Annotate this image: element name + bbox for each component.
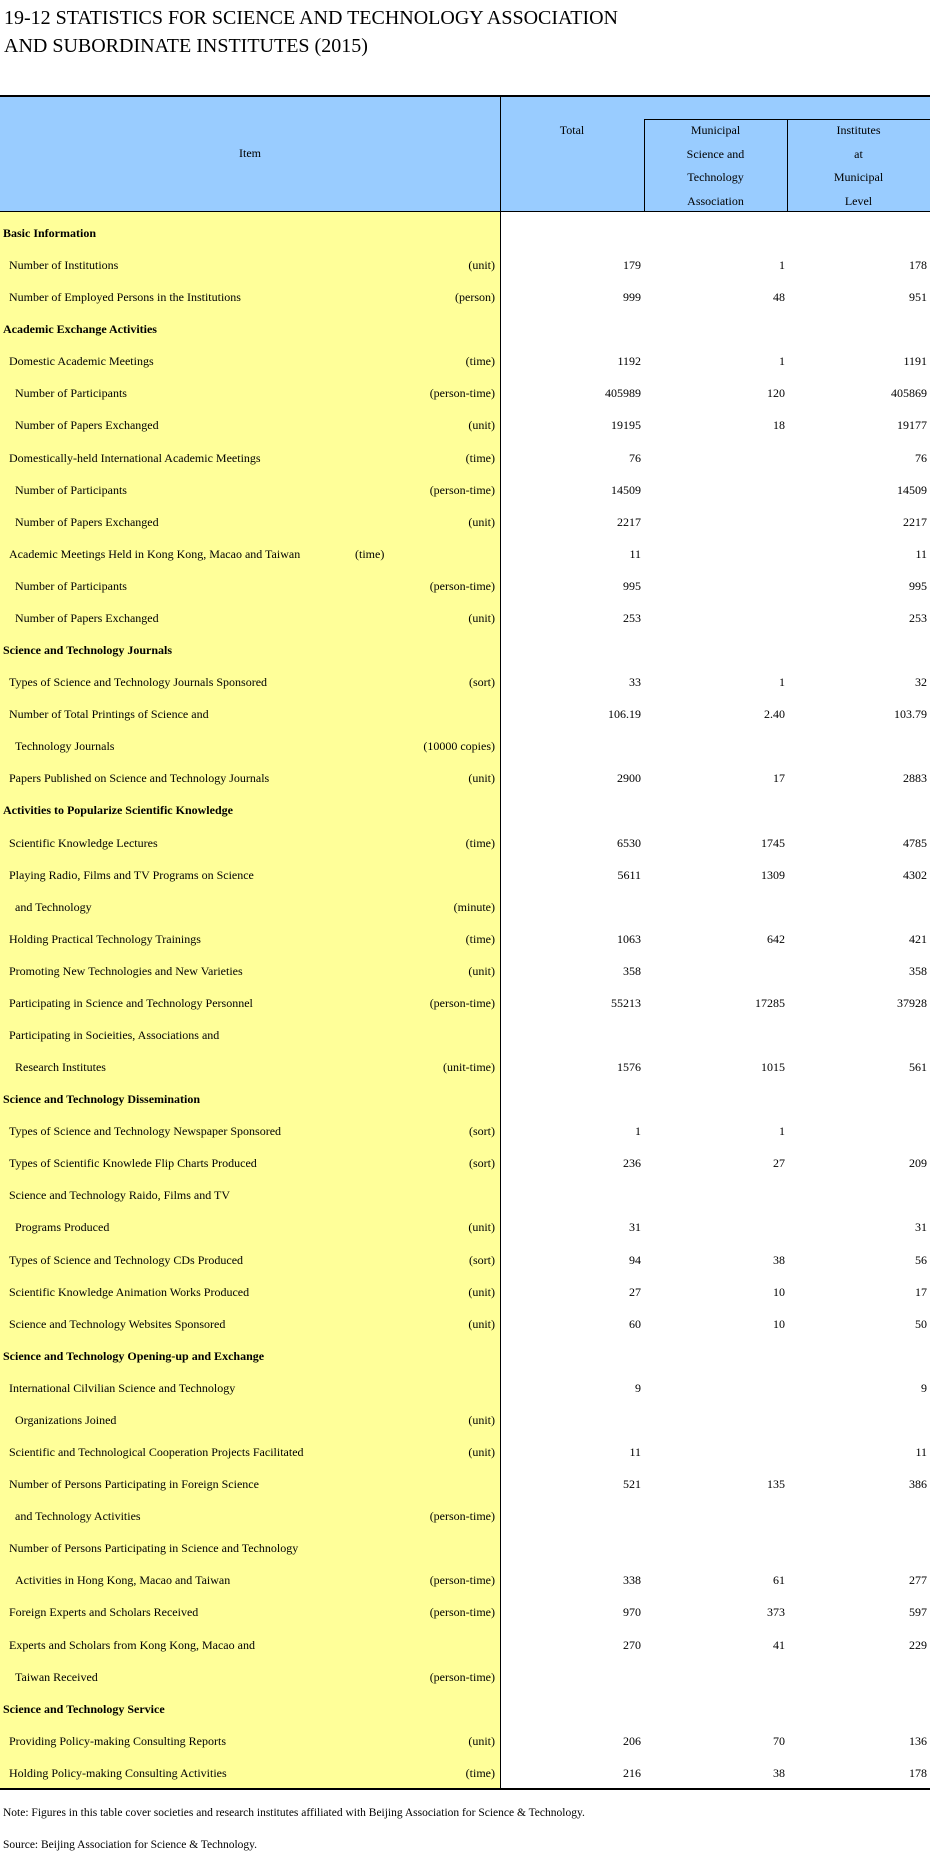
row-label: Participating in Socieities, Associations and <box>9 1028 220 1042</box>
row-label: Number of Employed Persons in the Institutions <box>9 290 241 305</box>
row-label: Number of Papers Exchanged <box>15 514 159 529</box>
section-label: Science and Technology Opening-up and Exchange <box>3 1348 265 1363</box>
section-header-row <box>0 634 930 666</box>
row-label: Science and Technology Websites Sponsored <box>9 1316 226 1331</box>
institutes-value: 178 <box>909 258 927 273</box>
total-value: 995 <box>623 578 641 593</box>
total-value: 76 <box>629 450 641 465</box>
total-value: 179 <box>623 258 641 273</box>
section-header-row <box>0 313 930 345</box>
table-row <box>0 1179 930 1211</box>
institutes-value: 561 <box>909 1060 927 1075</box>
table-row <box>0 666 930 698</box>
row-label: Number of Papers Exchanged <box>15 418 159 433</box>
row-label: Number of Papers Exchanged <box>15 610 159 625</box>
row-unit: (unit) <box>468 771 495 786</box>
row-label: Promoting New Technologies and New Varieties <box>9 963 243 978</box>
row-label: Number of Persons Participating in Science and Technology <box>9 1541 299 1556</box>
table-row <box>0 249 930 281</box>
association-value: 27 <box>773 1156 785 1171</box>
table-row <box>0 1147 930 1179</box>
association-value: 642 <box>767 931 785 946</box>
table-title-line-1: 19-12 STATISTICS FOR SCIENCE AND TECHNOLOGY ASSOCIATION <box>4 7 619 29</box>
total-value: 358 <box>623 963 641 978</box>
table-row <box>0 1244 930 1276</box>
table-row <box>0 1372 930 1404</box>
institutes-value: 405869 <box>891 386 927 401</box>
section-header-row <box>0 1340 930 1372</box>
row-label: Types of Science and Technology Journals Sponsored <box>9 675 268 690</box>
header-col3-line: Municipal <box>833 170 884 184</box>
header-col2-line: Association <box>687 193 744 208</box>
row-label: Research Institutes <box>15 1060 106 1075</box>
section-header-row <box>0 794 930 826</box>
table-row <box>0 1757 930 1789</box>
row-label: Number of Participants <box>15 386 127 401</box>
row-unit: (unit) <box>468 258 495 273</box>
table-row <box>0 1051 930 1083</box>
row-unit: (unit) <box>468 418 495 433</box>
row-label: Foreign Experts and Scholars Received <box>9 1605 199 1620</box>
header-col3-line: at <box>854 146 863 161</box>
row-label: Scientific Knowledge Animation Works Produced <box>9 1284 250 1299</box>
row-label: Types of Scientific Knowlede Flip Charts Produced <box>9 1156 257 1171</box>
table-row <box>0 538 930 570</box>
row-unit: (unit) <box>468 1284 495 1299</box>
institutes-value: 1191 <box>903 354 927 369</box>
row-label: Technology Journals <box>15 739 115 754</box>
table-row <box>0 1564 930 1596</box>
association-value: 10 <box>773 1316 785 1331</box>
institutes-value: 178 <box>909 1765 927 1780</box>
row-unit: (unit) <box>468 1445 495 1460</box>
section-label: Academic Exchange Activities <box>3 322 157 337</box>
table-row <box>0 570 930 602</box>
row-label: Organizations Joined <box>15 1412 117 1427</box>
total-value: 253 <box>623 610 641 625</box>
header-col2-line: Technology <box>687 170 744 184</box>
total-value: 1063 <box>617 931 641 946</box>
association-value: 2.40 <box>764 707 785 722</box>
row-label: and Technology <box>15 899 92 914</box>
row-unit: (sort) <box>469 1124 495 1139</box>
table-row <box>0 602 930 634</box>
row-label: Number of Persons Participating in Foreign Science <box>9 1477 259 1492</box>
total-value: 9 <box>635 1380 641 1395</box>
row-label: Playing Radio, Films and TV Programs on Science <box>9 867 254 882</box>
table-row <box>0 442 930 474</box>
total-value: 999 <box>623 290 641 305</box>
institutes-value: 37928 <box>897 995 927 1010</box>
association-value: 1 <box>779 1124 785 1139</box>
table-row <box>0 409 930 441</box>
institutes-value: 358 <box>909 963 927 978</box>
table-row <box>0 1596 930 1628</box>
section-label: Basic Information <box>3 226 96 240</box>
header-col3-line: Level <box>844 193 873 208</box>
association-value: 38 <box>773 1252 785 1267</box>
section-header-row <box>0 1083 930 1115</box>
total-value: 5611 <box>617 867 641 882</box>
row-unit: (time) <box>465 354 495 369</box>
association-value: 1 <box>779 258 785 273</box>
bottom-rule <box>0 1788 930 1790</box>
row-label: Types of Science and Technology Newspaper Sponsored <box>9 1124 282 1139</box>
total-value: 1 <box>635 1124 641 1139</box>
section-label: Science and Technology Dissemination <box>3 1092 201 1107</box>
association-value: 41 <box>773 1637 785 1652</box>
total-value: 11 <box>629 1445 641 1460</box>
row-unit: (unit) <box>468 514 495 529</box>
row-label: Domestically-held International Academic Meetings <box>9 450 261 465</box>
total-value: 2217 <box>617 514 641 529</box>
row-unit: (unit) <box>468 963 495 978</box>
row-unit: (sort) <box>469 1156 495 1171</box>
row-unit: (unit) <box>468 1220 495 1235</box>
top-rule <box>0 95 930 97</box>
table-row <box>0 730 930 762</box>
row-unit: (time) <box>355 546 385 561</box>
header-col2-line: Science and <box>686 146 745 161</box>
row-label: Academic Meetings Held in Kong Kong, Macao and Taiwan <box>9 546 301 561</box>
row-label: Number of Institutions <box>9 258 119 273</box>
row-unit: (person-time) <box>429 482 495 497</box>
header-item: Item <box>239 146 261 160</box>
institutes-value: 209 <box>909 1156 927 1171</box>
institutes-value: 597 <box>909 1605 927 1620</box>
row-unit: (sort) <box>469 675 495 690</box>
row-unit: (unit) <box>468 1412 495 1427</box>
table-row <box>0 345 930 377</box>
row-label: Holding Practical Technology Trainings <box>9 931 201 946</box>
row-unit: (person-time) <box>429 995 495 1010</box>
table-row <box>0 698 930 730</box>
row-unit: (person-time) <box>429 1573 495 1588</box>
row-unit: (person-time) <box>429 1669 495 1684</box>
association-value: 38 <box>773 1765 785 1780</box>
association-value: 70 <box>773 1733 785 1748</box>
total-value: 55213 <box>611 995 641 1010</box>
institutes-value: 50 <box>915 1316 927 1331</box>
institutes-value: 76 <box>915 450 927 465</box>
association-value: 1015 <box>761 1060 785 1075</box>
institutes-value: 14509 <box>897 482 927 497</box>
row-label: Participating in Science and Technology Personnel <box>9 995 253 1010</box>
institutes-value: 31 <box>915 1220 927 1235</box>
total-value: 14509 <box>611 482 641 497</box>
institutes-value: 253 <box>909 610 927 625</box>
association-value: 135 <box>767 1477 785 1492</box>
section-header-row <box>0 217 930 249</box>
total-value: 33 <box>629 675 641 690</box>
row-unit: (person-time) <box>429 578 495 593</box>
institutes-value: 17 <box>915 1284 927 1299</box>
row-unit: (person-time) <box>429 1605 495 1620</box>
table-row <box>0 1629 930 1661</box>
row-unit: (unit) <box>468 610 495 625</box>
total-value: 216 <box>623 1765 641 1780</box>
total-value: 1192 <box>617 354 641 369</box>
total-value: 1576 <box>617 1060 641 1075</box>
header-col2-line: Municipal <box>690 123 741 137</box>
institutes-value: 32 <box>915 675 927 690</box>
association-value: 61 <box>773 1573 785 1588</box>
total-value: 19195 <box>611 418 641 433</box>
row-label: and Technology Activities <box>15 1509 141 1524</box>
total-value: 60 <box>629 1316 641 1331</box>
table-row <box>0 891 930 923</box>
total-value: 206 <box>623 1733 641 1748</box>
total-value: 2900 <box>617 771 641 786</box>
table-row <box>0 474 930 506</box>
institutes-value: 277 <box>909 1573 927 1588</box>
section-header-row <box>0 1693 930 1725</box>
table-title-line-2: AND SUBORDINATE INSTITUTES (2015) <box>4 35 368 57</box>
row-label: Scientific and Technological Cooperation Projects Facilitated <box>9 1445 304 1460</box>
row-unit: (unit) <box>468 1733 495 1748</box>
association-value: 120 <box>767 386 785 401</box>
row-label: Scientific Knowledge Lectures <box>9 835 158 850</box>
row-label: Domestic Academic Meetings <box>9 354 154 369</box>
row-unit: (unit-time) <box>443 1060 495 1075</box>
institutes-value: 56 <box>915 1252 927 1267</box>
row-unit: (unit) <box>468 1316 495 1331</box>
table-title <box>4 4 618 60</box>
table-row <box>0 1115 930 1147</box>
row-unit: (10000 copies) <box>423 739 495 754</box>
institutes-value: 9 <box>921 1380 927 1395</box>
section-label: Science and Technology Journals <box>3 643 173 658</box>
row-label: Experts and Scholars from Kong Kong, Macao and <box>9 1637 255 1652</box>
institutes-value: 4302 <box>903 867 927 882</box>
section-label: Activities to Popularize Scientific Knowledge <box>3 803 233 818</box>
table-row <box>0 1211 930 1243</box>
header-col3-line: Institutes <box>836 123 881 137</box>
table-row <box>0 1436 930 1468</box>
table-row <box>0 1308 930 1340</box>
association-value: 18 <box>773 418 785 433</box>
association-value: 1 <box>779 354 785 369</box>
table-row <box>0 1404 930 1436</box>
total-value: 338 <box>623 1573 641 1588</box>
table-row <box>0 1661 930 1693</box>
table-row <box>0 987 930 1019</box>
row-unit: (time) <box>465 1765 495 1780</box>
table-row <box>0 377 930 409</box>
association-value: 1745 <box>761 835 785 850</box>
table-row <box>0 1019 930 1051</box>
institutes-value: 229 <box>909 1637 927 1652</box>
header-municipal-institutes <box>787 119 930 213</box>
total-value: 405989 <box>605 386 641 401</box>
total-value: 970 <box>623 1605 641 1620</box>
row-label: Number of Total Printings of Science and <box>9 707 209 722</box>
institutes-value: 11 <box>915 1445 927 1460</box>
table-row <box>0 827 930 859</box>
table-row <box>0 923 930 955</box>
row-unit: (minute) <box>453 899 495 914</box>
row-label: Science and Technology Raido, Films and TV <box>9 1188 231 1203</box>
row-label: Holding Policy-making Consulting Activities <box>9 1765 227 1780</box>
row-label: Number of Participants <box>15 578 127 593</box>
association-value: 17 <box>773 771 785 786</box>
table-row <box>0 1725 930 1757</box>
row-unit: (person-time) <box>429 386 495 401</box>
row-label: Number of Participants <box>15 482 127 497</box>
table-row <box>0 1276 930 1308</box>
total-value: 106.19 <box>608 707 641 722</box>
total-value: 521 <box>623 1477 641 1492</box>
institutes-value: 386 <box>909 1477 927 1492</box>
total-value: 94 <box>629 1252 641 1267</box>
row-label: Types of Science and Technology CDs Produced <box>9 1252 244 1267</box>
total-value: 27 <box>629 1284 641 1299</box>
total-value: 6530 <box>617 835 641 850</box>
institutes-value: 4785 <box>903 835 927 850</box>
institutes-value: 103.79 <box>894 707 927 722</box>
table-row <box>0 762 930 794</box>
row-unit: (time) <box>465 835 495 850</box>
table-source: Source: Beijing Association for Science & Technology. <box>3 1839 258 1851</box>
row-label: International Cilvilian Science and Technology <box>9 1380 236 1395</box>
institutes-value: 136 <box>909 1733 927 1748</box>
association-value: 373 <box>767 1605 785 1620</box>
institutes-value: 2217 <box>903 514 927 529</box>
row-unit: (sort) <box>469 1252 495 1267</box>
row-label: Providing Policy-making Consulting Reports <box>9 1733 227 1748</box>
section-label: Science and Technology Service <box>3 1701 165 1716</box>
row-unit: (time) <box>465 450 495 465</box>
institutes-value: 421 <box>909 931 927 946</box>
table-row <box>0 1532 930 1564</box>
header-municipal-association <box>644 119 787 213</box>
association-value: 1 <box>779 675 785 690</box>
table-row <box>0 1500 930 1532</box>
institutes-value: 951 <box>909 290 927 305</box>
table-row <box>0 281 930 313</box>
row-label: Activities in Hong Kong, Macao and Taiwan <box>15 1573 231 1588</box>
institutes-value: 995 <box>909 578 927 593</box>
row-label: Taiwan Received <box>15 1669 98 1684</box>
institutes-value: 2883 <box>903 771 927 786</box>
row-label: Programs Produced <box>15 1220 110 1235</box>
total-value: 270 <box>623 1637 641 1652</box>
table-row <box>0 506 930 538</box>
association-value: 48 <box>773 290 785 305</box>
row-unit: (person) <box>455 290 495 305</box>
row-label: Papers Published on Science and Technology Journals <box>9 771 270 786</box>
row-unit: (person-time) <box>429 1509 495 1524</box>
table-row <box>0 1468 930 1500</box>
total-value: 11 <box>629 546 641 561</box>
total-value: 236 <box>623 1156 641 1171</box>
total-value: 31 <box>629 1220 641 1235</box>
institutes-value: 11 <box>915 546 927 561</box>
institutes-value: 19177 <box>897 418 927 433</box>
table-row <box>0 859 930 891</box>
association-value: 1309 <box>761 867 785 882</box>
association-value: 17285 <box>755 995 785 1010</box>
row-unit: (time) <box>465 931 495 946</box>
table-row <box>0 955 930 987</box>
table-note: Note: Figures in this table cover societies and research institutes affiliated with Beijing Association for Science & Technology. <box>3 1807 585 1819</box>
association-value: 10 <box>773 1284 785 1299</box>
header-total: Total <box>559 123 585 137</box>
